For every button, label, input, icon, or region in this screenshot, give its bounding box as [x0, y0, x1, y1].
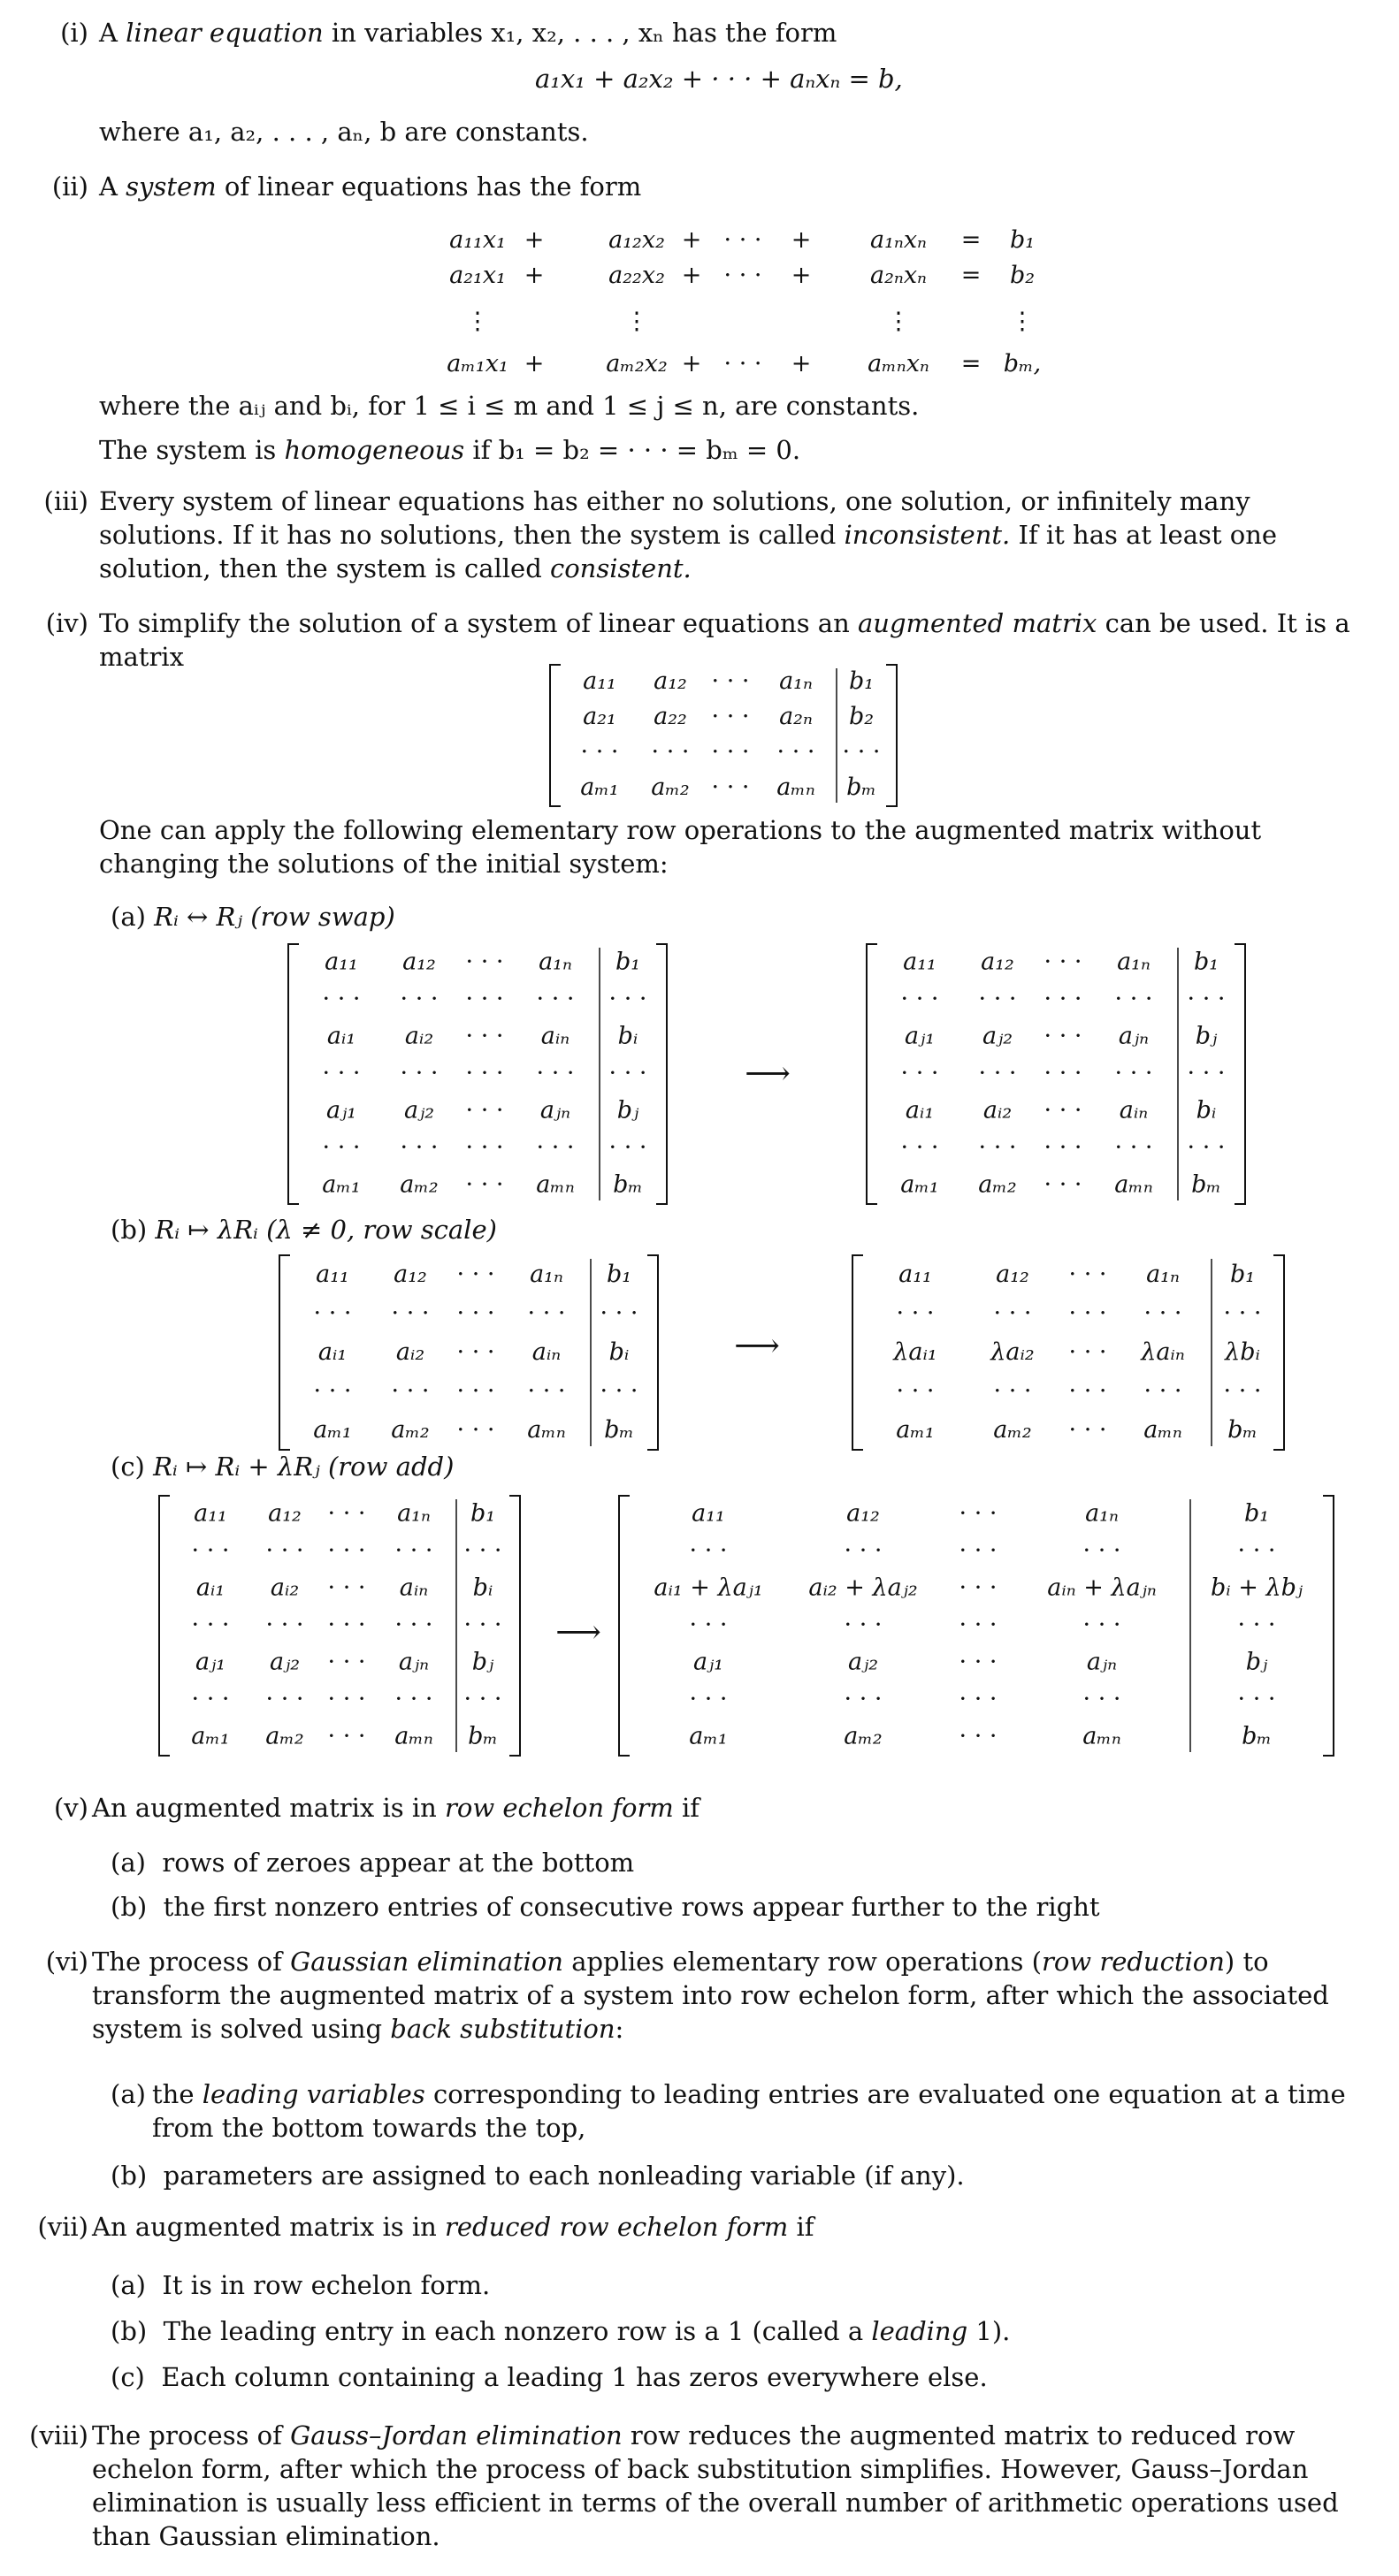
matrix-cell: · · ·	[313, 1376, 352, 1405]
matrix-cell: · · ·	[608, 1059, 647, 1087]
matrix-right-bracket	[656, 944, 667, 1204]
matrix-cell: · · ·	[322, 985, 361, 1013]
matrix-cell: · · ·	[1143, 1299, 1182, 1327]
matrix-cell: aⱼ₁	[904, 1022, 936, 1050]
op-c-right-matrix	[619, 1496, 1334, 1756]
matrix-cell: aᵢ₁	[326, 1022, 356, 1050]
op-a-right-matrix	[867, 944, 1245, 1204]
matrix-cell: · · ·	[1044, 985, 1082, 1013]
item-ii-line1: A system of linear equations has the form	[99, 171, 642, 202]
matrix-cell: · · ·	[689, 1611, 728, 1639]
matrix-cell: aᵢ₁	[195, 1574, 226, 1602]
system-cell: a₁ₙxₙ	[869, 226, 928, 254]
matrix-cell: · · ·	[191, 1685, 230, 1713]
matrix-cell: bᵢ	[608, 1338, 630, 1366]
matrix-left-bracket	[867, 944, 877, 1204]
matrix-cell: aₘₙ	[1143, 1415, 1182, 1444]
matrix-right-bracket	[509, 1496, 520, 1756]
item-iii-text: Every system of linear equations has either no solutions, one solution, or infinitely many solutions. If it has no solutions, then the system is called inconsistent. If it has at least one solution, then the system is called consistent.	[99, 486, 1278, 583]
system-cell: ⋮	[886, 308, 911, 335]
matrix-cell: · · ·	[993, 1299, 1032, 1327]
matrix-cell: · · ·	[959, 1536, 998, 1565]
matrix-cell: · · ·	[1223, 1299, 1262, 1327]
system-cell: · · ·	[723, 226, 762, 254]
matrix-cell: a₁ₙ	[530, 1260, 563, 1288]
matrix-cell: · · ·	[191, 1536, 230, 1565]
matrix-cell: a₁ₙ	[397, 1499, 431, 1528]
system-cell: +	[524, 226, 545, 254]
matrix-cell: aⱼₙ	[539, 1096, 571, 1124]
op-c-left-matrix	[159, 1496, 520, 1756]
matrix-cell: · · ·	[959, 1574, 998, 1602]
matrix-cell: · · ·	[959, 1648, 998, 1676]
matrix-cell: aᵢₙ	[1119, 1096, 1149, 1124]
matrix-cell: · · ·	[900, 1059, 939, 1087]
system-cell: +	[681, 262, 702, 289]
matrix-cell: a₂₂	[654, 703, 687, 731]
matrix-cell: · · ·	[536, 1133, 575, 1162]
system-cell: ⋮	[624, 308, 649, 335]
matrix-cell: · · ·	[463, 1611, 502, 1639]
matrix-cell: bₘ	[613, 1170, 643, 1199]
matrix-cell: · · ·	[1187, 1133, 1226, 1162]
item-vii-sub-c: (c) Each column containing a leading 1 has zeros everywhere else.	[111, 2362, 988, 2392]
matrix-cell: a₁ₙ	[1146, 1260, 1180, 1288]
system-cell: a₁₁x₁	[449, 226, 506, 254]
matrix-cell: bₘ	[1242, 1722, 1272, 1750]
matrix-cell: aⱼₙ	[1118, 1022, 1150, 1050]
matrix-cell: aₘ₁	[689, 1722, 728, 1750]
matrix-cell: aᵢₙ	[399, 1574, 429, 1602]
matrix-cell: · · ·	[1068, 1260, 1107, 1288]
matrix-cell: a₂ₙ	[779, 703, 813, 731]
item-iv-label: (iv)	[45, 608, 88, 638]
matrix-cell: · · ·	[322, 1059, 361, 1087]
matrix-cell: · · ·	[1082, 1685, 1121, 1713]
matrix-cell: · · ·	[978, 985, 1017, 1013]
system-cell: · · ·	[723, 262, 762, 289]
matrix-cell: aₘ₂	[978, 1170, 1017, 1199]
matrix-cell: bₘ	[604, 1415, 634, 1444]
matrix-cell: bₘ	[846, 774, 876, 802]
matrix-cell: · · ·	[651, 738, 690, 766]
matrix-cell: · · ·	[463, 1685, 502, 1713]
item-v-sub-a: (a) rows of zeroes appear at the bottom	[111, 1848, 635, 1878]
system-cell: a₂₂x₂	[608, 262, 665, 289]
matrix-cell: · · ·	[456, 1415, 495, 1444]
matrix-cell: aₘₙ	[1082, 1722, 1121, 1750]
matrix-cell: · · ·	[1082, 1611, 1121, 1639]
matrix-cell: · · ·	[1044, 948, 1082, 976]
matrix-cell: · · ·	[536, 985, 575, 1013]
matrix-cell: λbᵢ	[1225, 1338, 1260, 1366]
matrix-cell: · · ·	[327, 1611, 366, 1639]
matrix-left-bracket	[288, 944, 299, 1204]
matrix-cell: aᵢₙ	[540, 1022, 570, 1050]
matrix-cell: · · ·	[391, 1299, 430, 1327]
matrix-cell: · · ·	[265, 1536, 304, 1565]
matrix-cell: · · ·	[394, 1685, 433, 1713]
matrix-cell: bⱼ	[1245, 1648, 1268, 1676]
matrix-cell: · · ·	[463, 1536, 502, 1565]
matrix-cell: · · ·	[900, 985, 939, 1013]
item-v-label: (v)	[53, 1793, 88, 1823]
matrix-cell: · · ·	[1223, 1376, 1262, 1405]
matrix-cell: · · ·	[1044, 1022, 1082, 1050]
row-op-arrow-icon: ⟶	[734, 1328, 780, 1364]
matrix-cell: · · ·	[1044, 1133, 1082, 1162]
matrix-cell: · · ·	[456, 1299, 495, 1327]
matrix-cell: · · ·	[1068, 1338, 1107, 1366]
item-viii-text: The process of Gauss–Jordan elimination row reduces the augmented matrix to reduced row echelon form, after which the process of back substitution simplifies. However, Gauss–Jordan elimination is usually less efficient in terms of the overall number of arithmetic operations used than Gaussian elimination.	[92, 2420, 1339, 2551]
system-cell: +	[524, 350, 545, 377]
matrix-cell: · · ·	[608, 1133, 647, 1162]
matrix-cell: b₁	[615, 948, 641, 976]
matrix-left-bracket	[550, 665, 561, 806]
matrix-cell: aⱼ₁	[325, 1096, 357, 1124]
matrix-cell: a₁₁	[583, 667, 616, 696]
system-cell: +	[791, 262, 812, 289]
item-vi-label: (vi)	[45, 1947, 88, 1977]
matrix-cell: · · ·	[1044, 1170, 1082, 1199]
matrix-cell: · · ·	[265, 1611, 304, 1639]
item-ii-line3: The system is homogeneous if b₁ = b₂ = · · · = bₘ = 0.	[99, 435, 801, 465]
matrix-cell: · · ·	[959, 1685, 998, 1713]
matrix-cell: aᵢ₁	[905, 1096, 935, 1124]
matrix-cell: aₘₙ	[394, 1722, 433, 1750]
matrix-right-bracket	[647, 1255, 658, 1450]
system-cell: aₘ₂x₂	[606, 350, 668, 377]
matrix-cell: · · ·	[327, 1574, 366, 1602]
matrix-cell: aₘₙ	[536, 1170, 575, 1199]
matrix-cell: aⱼₙ	[398, 1648, 430, 1676]
matrix-cell: aᵢ₂	[404, 1022, 434, 1050]
item-vii-label: (vii)	[37, 2212, 88, 2242]
matrix-cell: · · ·	[191, 1611, 230, 1639]
matrix-cell: aₘ₁	[580, 774, 619, 802]
matrix-cell: a₁₂	[394, 1260, 427, 1288]
matrix-cell: a₁ₙ	[539, 948, 572, 976]
matrix-cell: aⱼ₂	[847, 1648, 879, 1676]
matrix-cell: a₂₁	[583, 703, 616, 731]
matrix-cell: · · ·	[959, 1499, 998, 1528]
matrix-cell: · · ·	[465, 948, 504, 976]
matrix-cell: aₘ₁	[896, 1415, 935, 1444]
matrix-cell: · · ·	[896, 1299, 935, 1327]
matrix-cell: aₘ₂	[400, 1170, 439, 1199]
matrix-cell: · · ·	[1187, 1059, 1226, 1087]
matrix-cell: aₘ₁	[900, 1170, 939, 1199]
op-c-heading: (c) Rᵢ ↦ Rᵢ + λRⱼ (row add)	[111, 1452, 455, 1482]
matrix-cell: · · ·	[842, 738, 881, 766]
system-cell: bₘ,	[1003, 350, 1042, 377]
matrix-cell: b₂	[848, 703, 875, 731]
item-vi-sub-a-label: (a)	[111, 2079, 146, 2109]
matrix-cell: · · ·	[465, 1133, 504, 1162]
matrix-cell: · · ·	[400, 1059, 439, 1087]
matrix-cell: · · ·	[1187, 985, 1226, 1013]
matrix-cell: · · ·	[313, 1299, 352, 1327]
matrix-cell: · · ·	[265, 1685, 304, 1713]
matrix-cell: · · ·	[1237, 1611, 1276, 1639]
matrix-cell: · · ·	[400, 1133, 439, 1162]
matrix-cell: · · ·	[844, 1611, 883, 1639]
matrix-cell: · · ·	[711, 774, 750, 802]
matrix-right-bracket	[1235, 944, 1245, 1204]
system-cell: a₂ₙxₙ	[869, 262, 928, 289]
matrix-cell: · · ·	[327, 1648, 366, 1676]
matrix-cell: · · ·	[959, 1611, 998, 1639]
matrix-cell: b₁	[1193, 948, 1219, 976]
item-iv-text: To simplify the solution of a system of linear equations an augmented matrix can be used. It is a matrix	[99, 608, 1350, 672]
item-vi-sub-b: (b) parameters are assigned to each nonleading variable (if any).	[111, 2161, 965, 2191]
matrix-cell: a₁₁	[898, 1260, 932, 1288]
intro-augmented-matrix	[550, 665, 897, 806]
matrix-cell: · · ·	[527, 1299, 566, 1327]
system-cell: +	[524, 262, 545, 289]
matrix-cell: λaᵢₙ	[1141, 1338, 1185, 1366]
row-op-arrow-icon: ⟶	[745, 1056, 791, 1092]
matrix-cell: aᵢ₂ + λaⱼ₂	[808, 1574, 918, 1602]
system-cell: b₂	[1009, 262, 1036, 289]
matrix-cell: · · ·	[600, 1299, 638, 1327]
matrix-cell: bₘ	[1227, 1415, 1258, 1444]
matrix-cell: a₁₂	[981, 948, 1014, 976]
matrix-cell: · · ·	[465, 985, 504, 1013]
matrix-cell: · · ·	[1114, 1133, 1153, 1162]
matrix-cell: a₁₂	[268, 1499, 302, 1528]
matrix-cell: · · ·	[1114, 985, 1153, 1013]
matrix-cell: λaᵢ₁	[893, 1338, 937, 1366]
matrix-cell: · · ·	[1237, 1685, 1276, 1713]
item-vii-text: An augmented matrix is in reduced row echelon form if	[92, 2212, 814, 2242]
matrix-cell: · · ·	[600, 1376, 638, 1405]
matrix-cell: · · ·	[465, 1170, 504, 1199]
matrix-cell: · · ·	[689, 1536, 728, 1565]
matrix-cell: aⱼ₂	[269, 1648, 301, 1676]
matrix-cell: · · ·	[456, 1376, 495, 1405]
matrix-cell: aᵢ₁	[317, 1338, 348, 1366]
matrix-cell: · · ·	[1068, 1415, 1107, 1444]
matrix-cell: a₁₁	[316, 1260, 349, 1288]
matrix-cell: · · ·	[711, 738, 750, 766]
matrix-cell: · · ·	[978, 1133, 1017, 1162]
matrix-cell: a₁₂	[846, 1499, 880, 1528]
item-vi-sub-a: the leading variables corresponding to leading entries are evaluated one equation at a time from the bottom towards the top,	[152, 2079, 1346, 2143]
matrix-cell: aⱼ₁	[195, 1648, 226, 1676]
matrix-cell: · · ·	[391, 1376, 430, 1405]
matrix-cell: · · ·	[900, 1133, 939, 1162]
matrix-cell: · · ·	[536, 1059, 575, 1087]
matrix-cell: · · ·	[711, 667, 750, 696]
op-a-heading: (a) Rᵢ ↔ Rⱼ (row swap)	[111, 902, 395, 932]
system-cell: aₘₙxₙ	[868, 350, 929, 377]
matrix-cell: a₁₁	[692, 1499, 725, 1528]
item-ii-label: (ii)	[51, 171, 88, 202]
matrix-cell: aᵢ₁ + λaⱼ₁	[654, 1574, 763, 1602]
matrix-cell: a₁₂	[996, 1260, 1029, 1288]
matrix-cell: a₁₂	[402, 948, 436, 976]
matrix-cell: aₘ₂	[651, 774, 690, 802]
matrix-cell: · · ·	[327, 1685, 366, 1713]
matrix-cell: bᵢ	[1196, 1096, 1217, 1124]
matrix-cell: aₘ₁	[313, 1415, 352, 1444]
matrix-cell: · · ·	[327, 1499, 366, 1528]
matrix-cell: aₘ₁	[191, 1722, 230, 1750]
matrix-cell: · · ·	[1143, 1376, 1182, 1405]
matrix-cell: bₘ	[468, 1722, 498, 1750]
matrix-left-bracket	[852, 1255, 863, 1450]
matrix-cell: · · ·	[844, 1685, 883, 1713]
matrix-cell: bᵢ + λbⱼ	[1210, 1574, 1303, 1602]
matrix-cell: · · ·	[394, 1536, 433, 1565]
matrix-cell: aₘ₂	[391, 1415, 430, 1444]
matrix-cell: · · ·	[394, 1611, 433, 1639]
item-i-line2: where a₁, a₂, . . . , aₙ, b are constants.	[99, 117, 589, 147]
matrix-cell: a₁ₙ	[1117, 948, 1151, 976]
matrix-cell: b₁	[848, 667, 875, 696]
matrix-right-bracket	[1273, 1255, 1284, 1450]
matrix-cell: · · ·	[608, 985, 647, 1013]
matrix-cell: · · ·	[465, 1059, 504, 1087]
matrix-cell: · · ·	[1044, 1059, 1082, 1087]
matrix-cell: · · ·	[1068, 1376, 1107, 1405]
row-op-arrow-icon: ⟶	[555, 1614, 601, 1650]
matrix-cell: aᵢ₂	[395, 1338, 425, 1366]
matrix-cell: aₘ₁	[322, 1170, 361, 1199]
system-cell: · · ·	[723, 350, 762, 377]
matrix-cell: · · ·	[959, 1722, 998, 1750]
system-cell: +	[791, 226, 812, 254]
system-cell: +	[681, 350, 702, 377]
matrix-cell: · · ·	[689, 1685, 728, 1713]
system-cell: +	[791, 350, 812, 377]
matrix-cell: · · ·	[1114, 1059, 1153, 1087]
item-i-label: (i)	[60, 18, 88, 48]
matrix-cell: · · ·	[322, 1133, 361, 1162]
item-iv-after: One can apply the following elementary row operations to the augmented matrix without changing the solutions of the initial system:	[99, 815, 1262, 879]
matrix-right-bracket	[1323, 1496, 1334, 1756]
matrix-cell: · · ·	[1068, 1299, 1107, 1327]
matrix-cell: b₁	[1243, 1499, 1270, 1528]
item-vi-text: The process of Gaussian elimination applies elementary row operations (row reduction) to transform the augmented matrix of a system into row echelon form, after which the associated system is solved using back substitution:	[92, 1947, 1329, 2044]
system-cell: =	[960, 262, 982, 289]
item-iii-label: (iii)	[43, 486, 88, 516]
matrix-cell: b₁	[470, 1499, 496, 1528]
matrix-cell: · · ·	[776, 738, 815, 766]
matrix-cell: aᵢₙ + λaⱼₙ	[1047, 1574, 1157, 1602]
matrix-cell: · · ·	[456, 1260, 495, 1288]
system-cell: aₘ₁x₁	[447, 350, 508, 377]
matrix-cell: · · ·	[580, 738, 619, 766]
matrix-cell: aₘₙ	[776, 774, 815, 802]
item-i-formula: a₁x₁ + a₂x₂ + · · · + aₙxₙ = b,	[535, 64, 903, 94]
matrix-cell: aᵢₙ	[531, 1338, 562, 1366]
item-ii-line2: where the aᵢⱼ and bᵢ, for 1 ≤ i ≤ m and 1 ≤ j ≤ n, are constants.	[99, 391, 920, 421]
system-cell: ⋮	[465, 308, 490, 335]
matrix-cell: · · ·	[327, 1536, 366, 1565]
matrix-cell: · · ·	[1237, 1536, 1276, 1565]
matrix-cell: · · ·	[993, 1376, 1032, 1405]
matrix-cell: a₁₁	[903, 948, 936, 976]
matrix-right-bracket	[886, 665, 897, 806]
matrix-cell: a₁ₙ	[779, 667, 813, 696]
matrix-cell: aₘ₂	[265, 1722, 304, 1750]
matrix-cell: bⱼ	[1195, 1022, 1218, 1050]
item-i-line1: A linear equation in variables x₁, x₂, . . . , xₙ has the form	[99, 18, 837, 48]
item-viii-label: (viii)	[29, 2420, 88, 2450]
op-b-right-matrix	[852, 1255, 1284, 1450]
item-v-sub-b: (b) the first nonzero entries of consecutive rows appear further to the right	[111, 1892, 1100, 1922]
matrix-cell: · · ·	[465, 1096, 504, 1124]
matrix-cell: · · ·	[1082, 1536, 1121, 1565]
matrix-cell: bⱼ	[471, 1648, 494, 1676]
system-cell: =	[960, 350, 982, 377]
item-v-text: An augmented matrix is in row echelon form if	[92, 1793, 700, 1823]
matrix-cell: a₁₂	[654, 667, 687, 696]
matrix-cell: · · ·	[844, 1536, 883, 1565]
matrix-cell: · · ·	[327, 1722, 366, 1750]
matrix-cell: aⱼ₁	[692, 1648, 724, 1676]
matrix-cell: bᵢ	[617, 1022, 638, 1050]
op-b-heading: (b) Rᵢ ↦ λRᵢ (λ ≠ 0, row scale)	[111, 1215, 497, 1245]
matrix-cell: aⱼₙ	[1086, 1648, 1118, 1676]
system-cell: ⋮	[1010, 308, 1035, 335]
system-cell: a₁₂x₂	[608, 226, 665, 254]
matrix-left-bracket	[279, 1255, 290, 1450]
item-vii-sub-b: (b) The leading entry in each nonzero row is a 1 (called a leading 1).	[111, 2316, 1011, 2346]
matrix-cell: · · ·	[465, 1022, 504, 1050]
matrix-cell: λaᵢ₂	[990, 1338, 1035, 1366]
matrix-cell: · · ·	[400, 985, 439, 1013]
matrix-cell: aₘ₂	[844, 1722, 883, 1750]
matrix-cell: · · ·	[896, 1376, 935, 1405]
matrix-cell: · · ·	[456, 1338, 495, 1366]
system-cell: =	[960, 226, 982, 254]
item-vii-sub-a: (a) It is in row echelon form.	[111, 2270, 491, 2300]
matrix-cell: b₁	[606, 1260, 632, 1288]
matrix-cell: a₁₁	[194, 1499, 227, 1528]
matrix-cell: bₘ	[1191, 1170, 1221, 1199]
matrix-cell: aⱼ₂	[403, 1096, 435, 1124]
matrix-cell: aₘ₂	[993, 1415, 1032, 1444]
matrix-cell: aᵢ₂	[270, 1574, 300, 1602]
system-cell: b₁	[1009, 226, 1036, 254]
system-cell: a₂₁x₁	[449, 262, 506, 289]
matrix-cell: aₘₙ	[1114, 1170, 1153, 1199]
matrix-left-bracket	[619, 1496, 630, 1756]
matrix-cell: a₁ₙ	[1085, 1499, 1119, 1528]
matrix-cell: · · ·	[527, 1376, 566, 1405]
matrix-cell: bᵢ	[472, 1574, 493, 1602]
matrix-cell: aᵢ₂	[982, 1096, 1013, 1124]
op-a-left-matrix	[288, 944, 667, 1204]
matrix-cell: b₁	[1229, 1260, 1256, 1288]
matrix-cell: aₘₙ	[527, 1415, 566, 1444]
matrix-cell: · · ·	[711, 703, 750, 731]
op-b-left-matrix	[279, 1255, 658, 1450]
matrix-cell: · · ·	[1044, 1096, 1082, 1124]
matrix-cell: a₁₁	[325, 948, 358, 976]
system-cell: +	[681, 226, 702, 254]
matrix-cell: · · ·	[978, 1059, 1017, 1087]
matrix-cell: aⱼ₂	[982, 1022, 1013, 1050]
matrix-cell: bⱼ	[616, 1096, 639, 1124]
matrix-left-bracket	[159, 1496, 170, 1756]
